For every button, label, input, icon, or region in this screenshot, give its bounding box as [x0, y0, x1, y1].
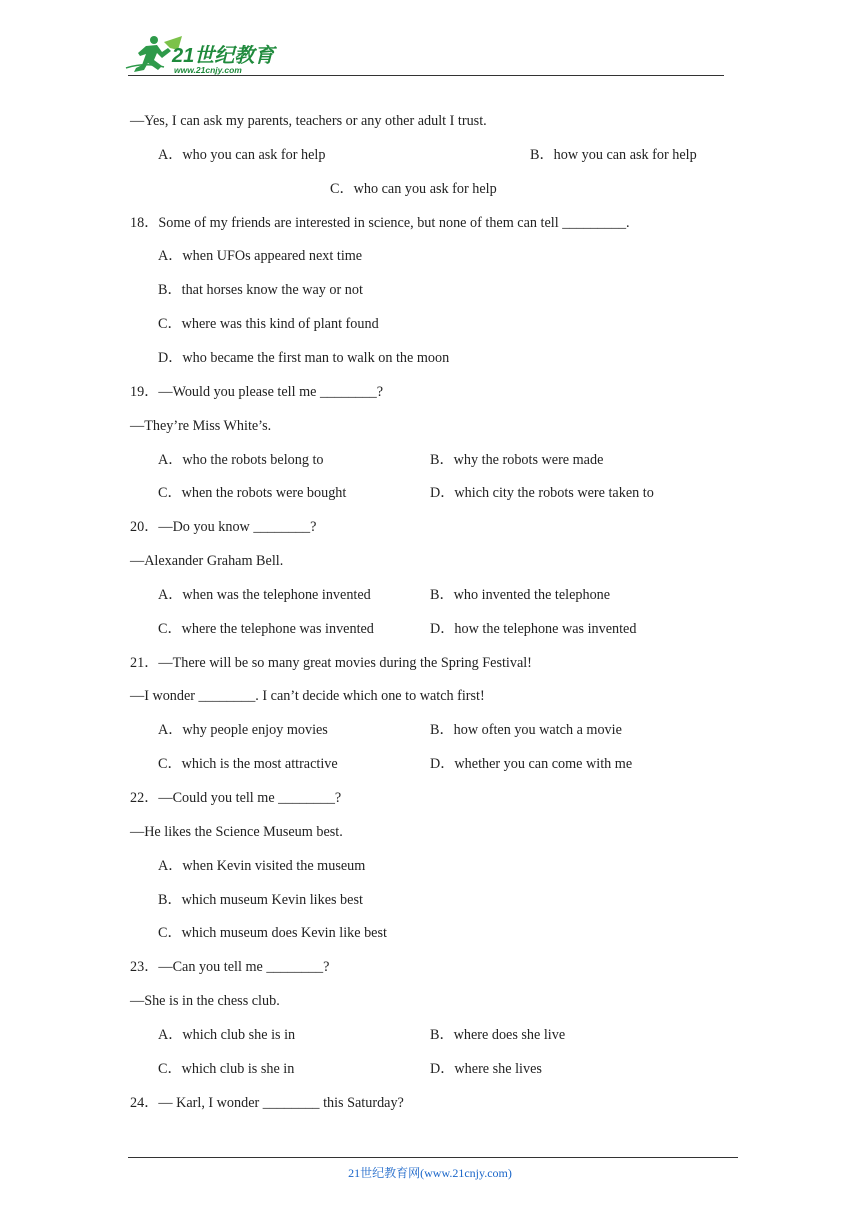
answer-option: D．how the telephone was invented	[430, 620, 637, 637]
answer-option: A．which club she is in	[158, 1026, 296, 1043]
header-divider	[128, 75, 724, 76]
answer-option: B．which museum Kevin likes best	[158, 891, 363, 908]
question-line: 19．—Would you please tell me ________?	[130, 383, 384, 400]
answer-option: D．which city the robots were taken to	[430, 485, 654, 502]
answer-option: B．how you can ask for help	[530, 146, 697, 163]
answer-option: B．how often you watch a movie	[430, 722, 622, 739]
question-line: —Yes, I can ask my parents, teachers or any other adult I trust.	[130, 113, 487, 129]
question-line: —He likes the Science Museum best.	[130, 823, 343, 840]
footer-divider	[128, 1157, 738, 1158]
question-line: —They’re Miss White’s.	[130, 417, 272, 434]
answer-option: B．why the robots were made	[430, 451, 604, 468]
answer-option: A．who the robots belong to	[158, 451, 324, 468]
svg-text:21世纪教育: 21世纪教育	[172, 45, 275, 67]
question-line: 21．—There will be so many great movies during the Spring Festival!	[130, 654, 532, 671]
answer-option: D．whether you can come with me	[430, 756, 633, 773]
answer-option: C．where was this kind of plant found	[158, 316, 379, 333]
answer-option: B．that horses know the way or not	[158, 282, 363, 299]
answer-option: A．when UFOs appeared next time	[158, 248, 363, 265]
answer-option: C．which is the most attractive	[158, 756, 338, 773]
question-line: —I wonder ________. I can’t decide which one to watch first!	[130, 688, 485, 705]
answer-option: A．why people enjoy movies	[158, 722, 328, 739]
answer-option: A．who you can ask for help	[158, 146, 326, 163]
answer-option: B．where does she live	[430, 1026, 566, 1043]
answer-option: C．which museum does Kevin like best	[158, 925, 387, 942]
question-line: 24．— Karl, I wonder ________ this Saturday?	[130, 1094, 404, 1111]
question-line: —Alexander Graham Bell.	[130, 553, 284, 570]
question-line: 23．—Can you tell me ________?	[130, 959, 330, 976]
answer-option: C．where the telephone was invented	[158, 620, 374, 637]
site-logo	[124, 34, 294, 78]
answer-option: A．when was the telephone invented	[158, 586, 371, 603]
answer-option: C．who can you ask for help	[330, 180, 497, 197]
question-line: —She is in the chess club.	[130, 993, 280, 1010]
answer-option: A．when Kevin visited the museum	[158, 857, 366, 874]
answer-option: D．where she lives	[430, 1060, 542, 1077]
answer-option: C．when the robots were bought	[158, 485, 347, 502]
answer-option: B．who invented the telephone	[430, 586, 611, 603]
footer-source: 21世纪教育网(www.21cnjy.com)	[348, 1166, 512, 1180]
question-line: 20．—Do you know ________?	[130, 519, 317, 536]
question-line: 18．Some of my friends are interested in science, but none of them can tell _________.	[130, 214, 630, 231]
question-line: 22．—Could you tell me ________?	[130, 790, 342, 806]
answer-option: D．who became the first man to walk on the moon	[158, 349, 450, 366]
answer-option: C．which club is she in	[158, 1060, 295, 1077]
svg-text:www.21cnjy.com: www.21cnjy.com	[174, 65, 242, 75]
